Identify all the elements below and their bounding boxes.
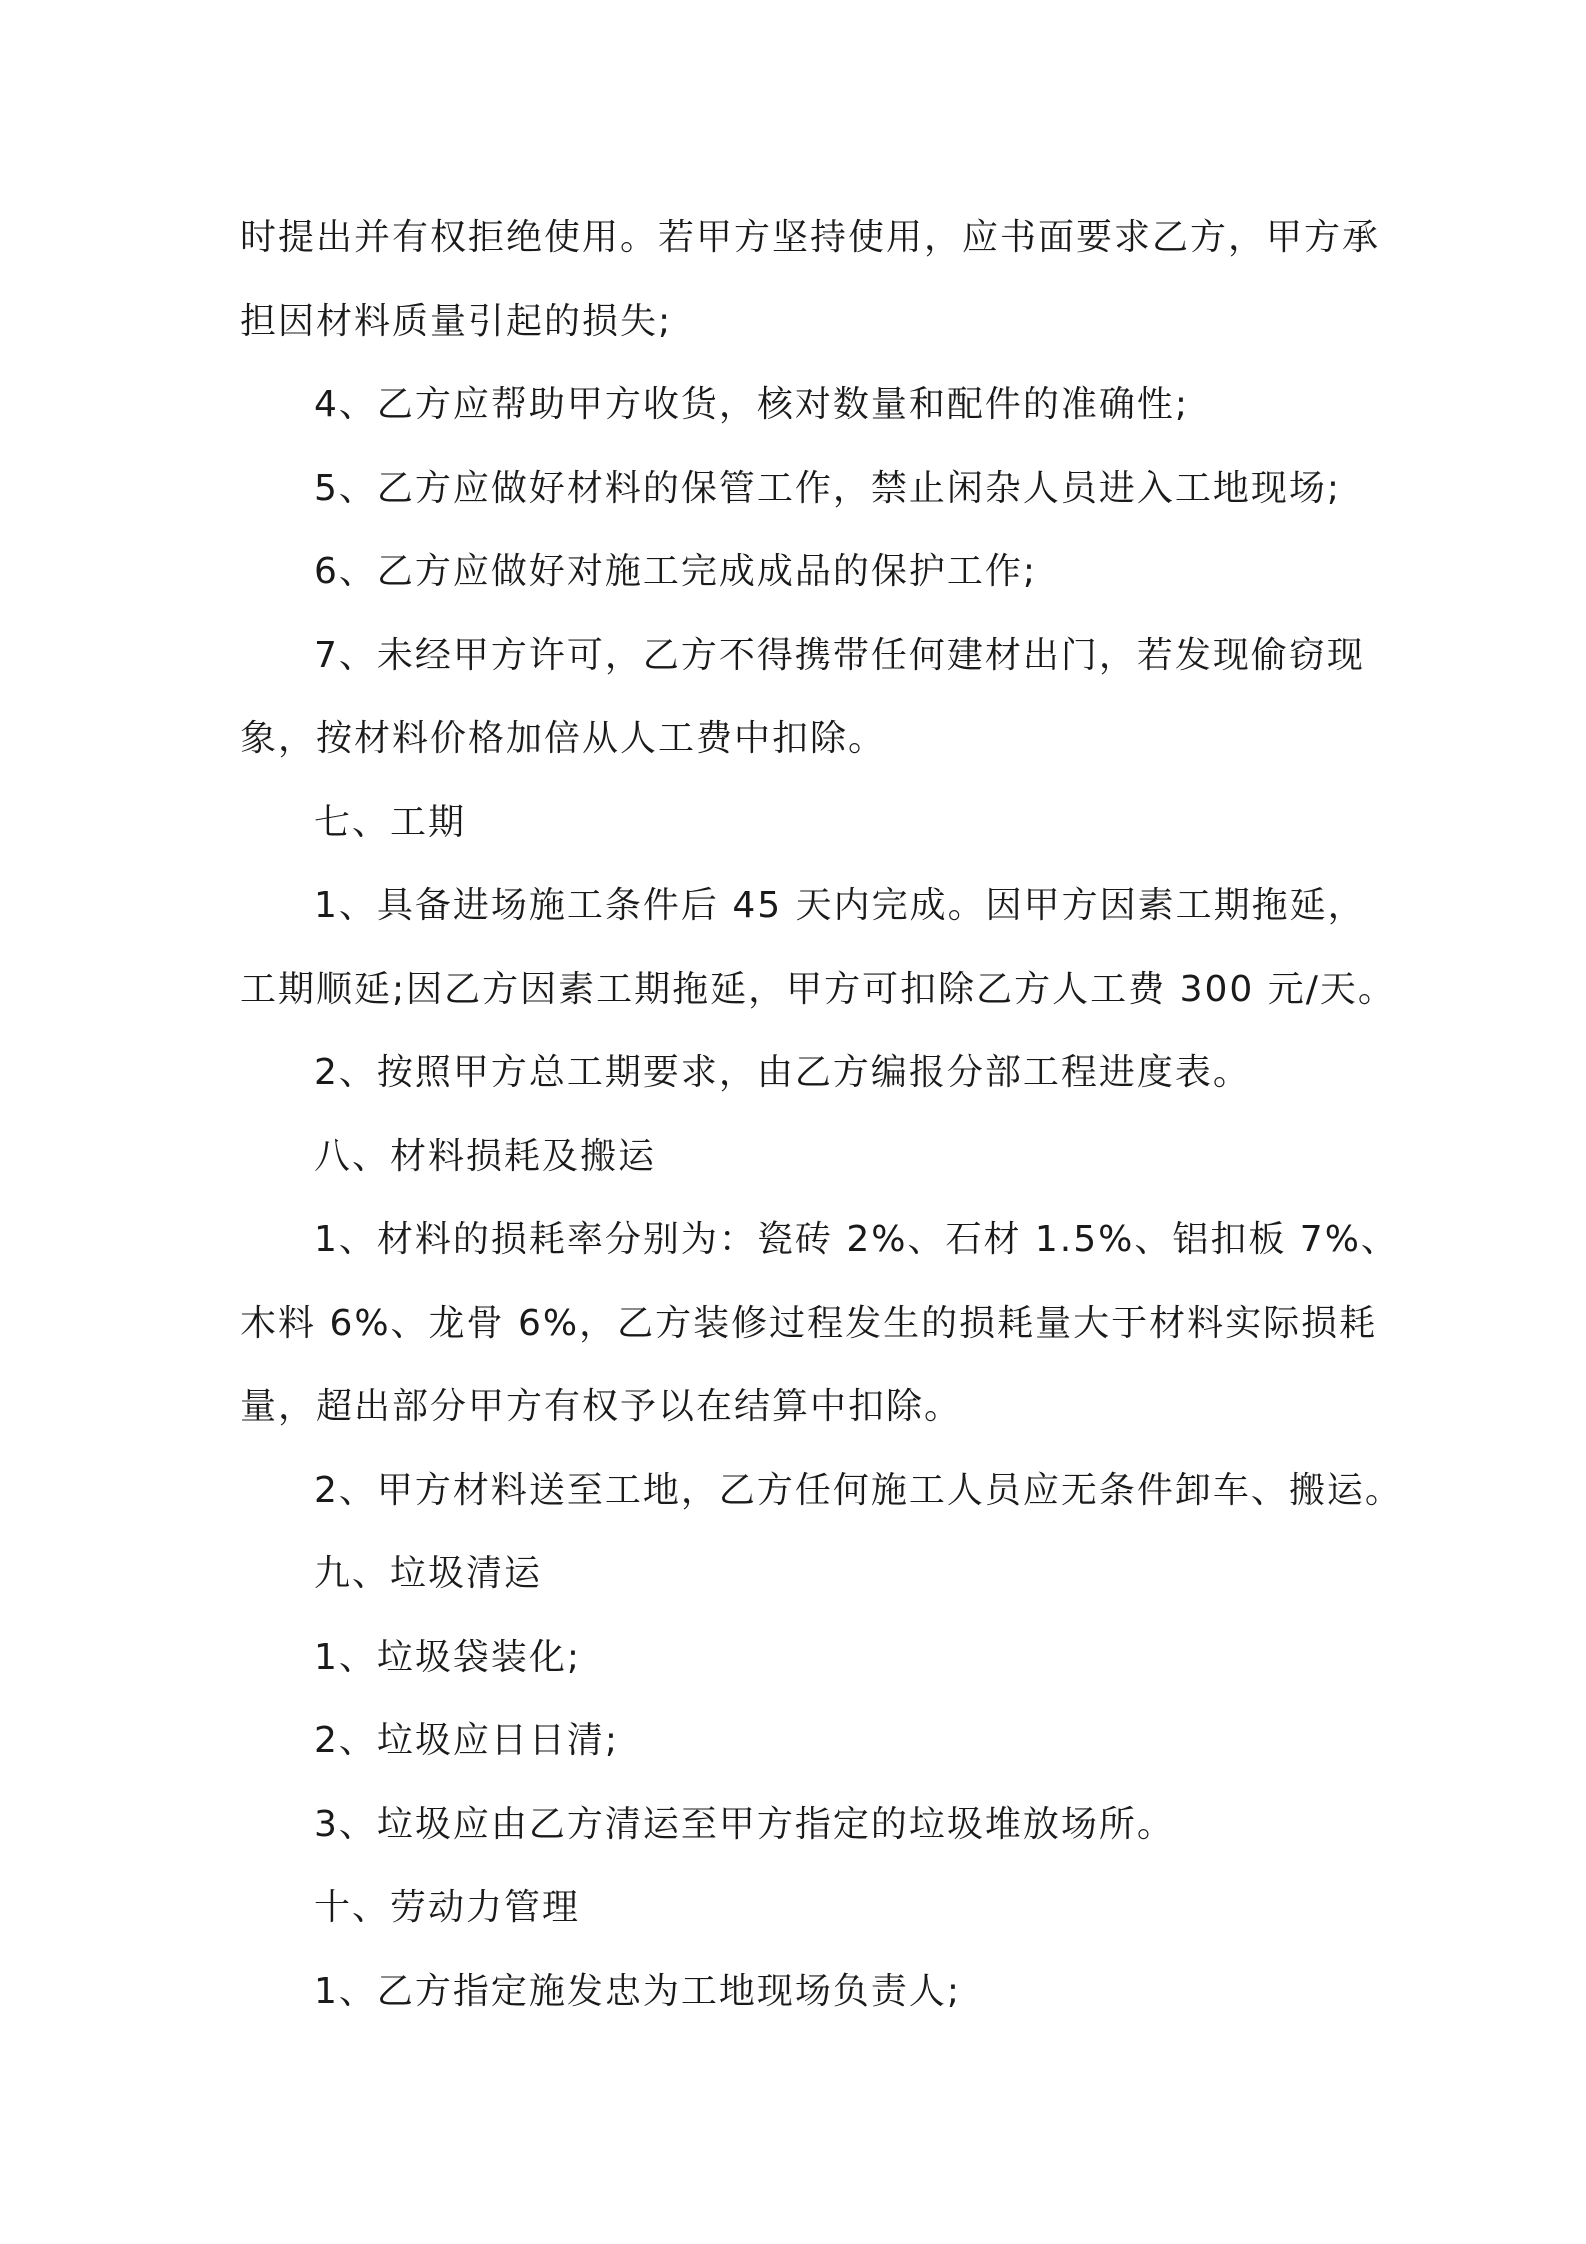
section-heading: 九、垃圾清运 — [314, 1553, 543, 1594]
list-item: 5、乙方应做好材料的保管工作，禁止闲杂人员进入工地现场; — [314, 467, 1342, 509]
paragraph-line: 时提出并有权拒绝使用。若甲方坚持使用，应书面要求乙方，甲方承 — [240, 217, 1381, 258]
document-body — [240, 196, 1403, 2033]
list-item: 2、垃圾应日日清; — [314, 1720, 620, 1761]
list-item: 1、材料的损耗率分别为：瓷砖 2%、石材 1.5%、铝扣板 7%、 — [314, 1219, 1399, 1260]
paragraph-line: 木料 6%、龙骨 6%，乙方装修过程发生的损耗量大于材料实际损耗 — [240, 1302, 1378, 1344]
list-item: 1、垃圾袋装化; — [314, 1636, 582, 1678]
list-item: 6、乙方应做好对施工完成成品的保护工作; — [314, 551, 1038, 592]
list-item: 2、甲方材料送至工地，乙方任何施工人员应无条件卸车、搬运。 — [314, 1469, 1403, 1511]
paragraph-line: 担因材料质量引起的损失; — [240, 300, 673, 342]
list-item: 2、按照甲方总工期要求，由乙方编报分部工程进度表。 — [314, 1052, 1251, 1093]
list-item: 4、乙方应帮助甲方收货，核对数量和配件的准确性; — [314, 384, 1190, 425]
paragraph-line: 量，超出部分甲方有权予以在结算中扣除。 — [240, 1386, 963, 1427]
list-item: 1、具备进场施工条件后 45 天内完成。因甲方因素工期拖延， — [314, 885, 1366, 926]
list-item: 3、垃圾应由乙方清运至甲方指定的垃圾堆放场所。 — [314, 1803, 1175, 1845]
section-heading: 七、工期 — [314, 801, 467, 843]
paragraph-line: 工期顺延;因乙方因素工期拖延，甲方可扣除乙方人工费 300 元/天。 — [240, 968, 1396, 1010]
section-heading: 十、劳动力管理 — [314, 1887, 581, 1928]
paragraph-line: 象，按材料价格加倍从人工费中扣除。 — [240, 718, 887, 759]
section-heading: 八、材料损耗及搬运 — [314, 1135, 657, 1177]
list-item: 7、未经甲方许可，乙方不得携带任何建材出门，若发现偷窃现 — [314, 634, 1365, 676]
list-item: 1、乙方指定施发忠为工地现场负责人; — [314, 1970, 962, 2012]
